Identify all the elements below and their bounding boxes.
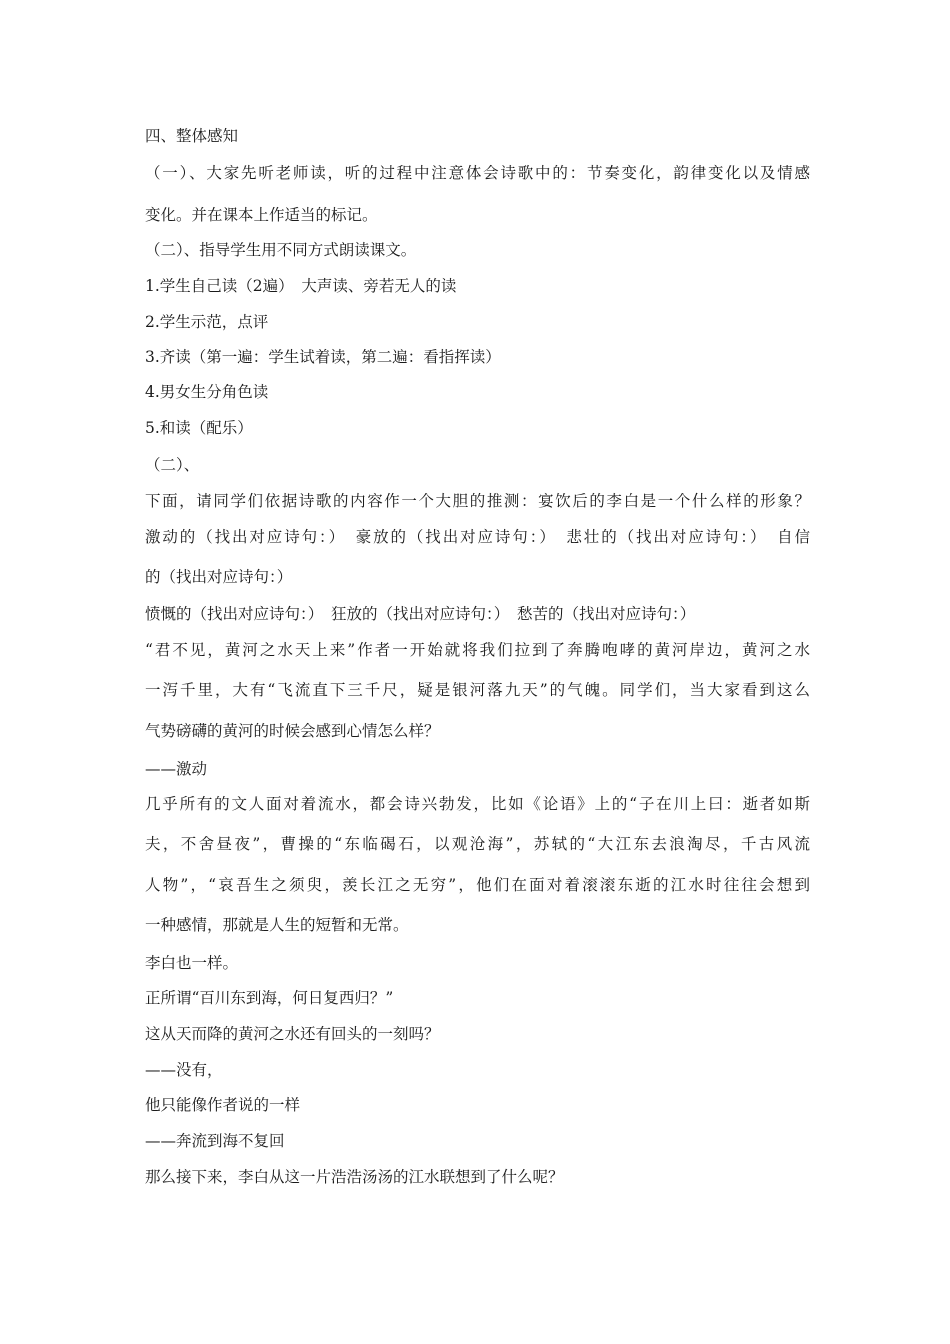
list-item: 3.齐读（第一遍：学生试着读，第二遍：看指挥读） [145,348,501,366]
paragraph-line: “君不见，黄河之水天上来”作者一开始就将我们拉到了奔腾咆哮的黄河岸边，黄河之水 [145,641,810,659]
paragraph-line: 愤慨的（找出对应诗句：） 狂放的（找出对应诗句：） 愁苦的（找出对应诗句：） [145,605,696,623]
paragraph-line: 下面，请同学们依据诗歌的内容作一个大胆的推测：宴饮后的李白是一个什么样的形象？ [145,492,810,510]
paragraph-line: （二）、 [145,456,200,474]
paragraph-line: 他只能像作者说的一样 [145,1096,301,1114]
paragraph-line: 正所谓“百川东到海，何日复西归？” [145,989,394,1007]
list-item: 2.学生示范，点评 [145,313,269,331]
document-page [145,0,810,1344]
paragraph-line: 李白也一样。 [145,954,239,972]
paragraph-line: 一泻千里，大有“飞流直下三千尺，疑是银河落九天”的气魄。同学们，当大家看到这么 [145,681,810,699]
paragraph-line: 激动的（找出对应诗句：） 豪放的（找出对应诗句：） 悲壮的（找出对应诗句：） 自信 [145,528,810,546]
paragraph-line: 那么接下来，李白从这一片浩浩汤汤的江水联想到了什么呢？ [145,1168,564,1186]
paragraph-line: 这从天而降的黄河之水还有回头的一刻吗？ [145,1025,440,1043]
paragraph-line: ——奔流到海不复回 [145,1132,285,1150]
paragraph-line: ——没有， [145,1061,223,1079]
section-heading: 四、整体感知 [145,127,239,145]
list-item: 1.学生自己读（2遍） 大声读、旁若无人的读 [145,277,457,295]
paragraph-line: 人物”，“哀吾生之须臾，羡长江之无穷”，他们在面对着滚滚东逝的江水时往往会想到 [145,876,810,894]
paragraph-line: 变化。并在课本上作适当的标记。 [145,206,378,224]
paragraph-line: 的（找出对应诗句：） [145,568,293,586]
paragraph-line: （一）、大家先听老师读，听的过程中注意体会诗歌中的：节奏变化，韵律变化以及情感 [145,164,810,182]
list-item: 5.和读（配乐） [145,419,253,437]
paragraph-line: 夫，不舍昼夜”，曹操的“东临碣石，以观沧海”，苏轼的“大江东去浪淘尽，千古风流 [145,835,810,853]
list-item: 4.男女生分角色读 [145,383,269,401]
paragraph-line: 几乎所有的文人面对着流水，都会诗兴勃发，比如《论语》上的“子在川上曰：逝者如斯 [145,795,810,813]
paragraph-line: 气势磅礴的黄河的时候会感到心情怎么样？ [145,722,440,740]
paragraph-line: ——激动 [145,760,208,778]
paragraph-line: 一种感情，那就是人生的短暂和无常。 [145,916,409,934]
paragraph-line: （二）、指导学生用不同方式朗读课文。 [145,241,417,259]
